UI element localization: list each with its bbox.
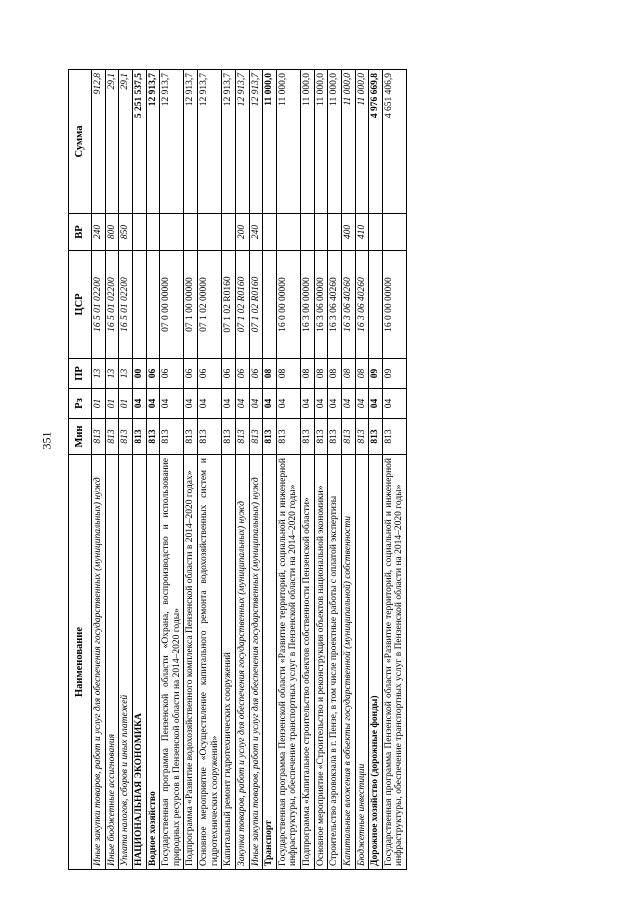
cell-sum: 12 913,7 (184, 70, 198, 214)
cell-pr: 13 (92, 359, 106, 389)
cell-csr: 16 5 01 02200 (119, 251, 133, 359)
cell-vr: 240 (249, 214, 263, 251)
cell-csr: 16 3 06 40260 (355, 251, 369, 359)
cell-pr: 08 (314, 359, 328, 389)
cell-rz: 04 (382, 389, 406, 419)
cell-csr (132, 251, 146, 359)
cell-pr: 13 (119, 359, 133, 389)
cell-min: 813 (235, 419, 249, 455)
cell-pr: 08 (276, 359, 300, 389)
cell-name: Закупка товаров, работ и услуг для обеспечения государственных (муниципальных) нужд (235, 455, 249, 870)
cell-name: Основное мероприятие «Строительство и реконструкция объектов национальной экономики» (314, 455, 328, 870)
cell-sum: 4 651 406,9 (382, 70, 406, 214)
cell-csr: 16 3 00 00000 (301, 251, 315, 359)
cell-rz: 04 (328, 389, 342, 419)
cell-rz: 01 (119, 389, 133, 419)
cell-vr (160, 214, 184, 251)
cell-min: 813 (263, 419, 277, 455)
cell-min: 813 (119, 419, 133, 455)
budget-table (68, 69, 407, 870)
cell-pr: 06 (222, 359, 236, 389)
cell-csr (146, 251, 160, 359)
cell-csr: 07 1 02 R0160 (249, 251, 263, 359)
cell-pr: 06 (160, 359, 184, 389)
cell-pr: 09 (369, 359, 383, 389)
cell-min: 813 (160, 419, 184, 455)
cell-min: 813 (301, 419, 315, 455)
header-min: Мин (69, 419, 92, 455)
cell-vr (328, 214, 342, 251)
cell-pr: 06 (235, 359, 249, 389)
cell-csr: 16 0 00 00000 (276, 251, 300, 359)
cell-rz: 04 (184, 389, 198, 419)
cell-min: 813 (146, 419, 160, 455)
cell-min: 813 (341, 419, 355, 455)
cell-name: Капитальные вложения в объекты государственной (муниципальной) собственности (341, 455, 355, 870)
cell-min: 813 (222, 419, 236, 455)
cell-pr: 06 (146, 359, 160, 389)
header-rz: Рз (69, 389, 92, 419)
header-pr: ПР (69, 359, 92, 389)
cell-vr: 400 (341, 214, 355, 251)
cell-rz: 04 (249, 389, 263, 419)
cell-sum: 12 913,7 (160, 70, 184, 214)
table-row (341, 70, 355, 870)
cell-pr: 06 (184, 359, 198, 389)
cell-csr: 16 5 01 02200 (105, 251, 119, 359)
table-row (263, 70, 277, 870)
cell-min: 813 (276, 419, 300, 455)
cell-vr (263, 214, 277, 251)
cell-sum: 12 913,7 (198, 70, 222, 214)
cell-name: Дорожное хозяйство (дорожные фонды) (369, 455, 383, 870)
cell-csr: 07 1 02 R0160 (235, 251, 249, 359)
cell-name: Транспорт (263, 455, 277, 870)
header-row (69, 70, 92, 870)
cell-csr: 16 3 06 40260 (341, 251, 355, 359)
cell-rz: 01 (105, 389, 119, 419)
cell-sum: 12 913,7 (146, 70, 160, 214)
table-row (146, 70, 160, 870)
cell-pr: 08 (263, 359, 277, 389)
cell-csr: 16 3 06 40260 (328, 251, 342, 359)
cell-name: Уплата налогов, сборов и иных платежей (119, 455, 133, 870)
table-row (369, 70, 383, 870)
table-row (382, 70, 406, 870)
cell-rz: 04 (263, 389, 277, 419)
cell-sum: 12 913,7 (235, 70, 249, 214)
cell-rz: 01 (92, 389, 106, 419)
cell-vr (132, 214, 146, 251)
cell-vr (222, 214, 236, 251)
cell-min: 813 (328, 419, 342, 455)
cell-rz: 04 (198, 389, 222, 419)
cell-vr: 200 (235, 214, 249, 251)
page-number (38, 420, 56, 460)
header-name: Наименование (69, 455, 92, 870)
cell-rz: 04 (160, 389, 184, 419)
cell-min: 813 (92, 419, 106, 455)
cell-rz: 04 (369, 389, 383, 419)
table-row (328, 70, 342, 870)
table-row (249, 70, 263, 870)
cell-min: 813 (132, 419, 146, 455)
cell-rz: 04 (276, 389, 300, 419)
cell-pr: 00 (132, 359, 146, 389)
header-csr: ЦСР (69, 251, 92, 359)
cell-name: Строительство аэровокзала в г. Пензе, в том числе проектные работы с оплатой экспертизы (328, 455, 342, 870)
table-row (235, 70, 249, 870)
cell-vr (369, 214, 383, 251)
table-row (160, 70, 184, 870)
cell-sum: 11 000,0 (276, 70, 300, 214)
cell-rz: 04 (222, 389, 236, 419)
table-row (184, 70, 198, 870)
page-number-text: 351 (39, 431, 54, 449)
cell-name: Капитальный ремонт гидротехнических сооружений (222, 455, 236, 870)
cell-vr (146, 214, 160, 251)
cell-csr: 16 5 01 02200 (92, 251, 106, 359)
cell-name: Иные бюджетные ассигнования (105, 455, 119, 870)
cell-name: Государственная программа Пензенской области «Развитие территорий, социальной и инженерной инфраструктуры, обеспечение транспортных услуг в Пензенской области на 2014–2020 годы» (382, 455, 406, 870)
cell-vr (301, 214, 315, 251)
cell-vr (184, 214, 198, 251)
cell-name: Основное мероприятие «Осуществление капитального ремонта водохозяйственных систем и гидротехнических сооружений» (198, 455, 222, 870)
cell-sum: 11 000,0 (355, 70, 369, 214)
table-row (132, 70, 146, 870)
budget-table-container (68, 70, 598, 870)
cell-name: Подпрограмма «Развитие водохозяйственного комплекса Пензенской области в 2014–2020 годах» (184, 455, 198, 870)
cell-sum: 912,8 (92, 70, 106, 214)
cell-name: Подпрограмма «Капитальное строительство объектов собственности Пензенской области» (301, 455, 315, 870)
cell-vr: 240 (92, 214, 106, 251)
cell-pr: 08 (341, 359, 355, 389)
cell-min: 813 (382, 419, 406, 455)
cell-rz: 04 (146, 389, 160, 419)
cell-pr: 08 (301, 359, 315, 389)
cell-vr (276, 214, 300, 251)
table-row (301, 70, 315, 870)
cell-csr (263, 251, 277, 359)
cell-csr: 16 3 06 00000 (314, 251, 328, 359)
cell-rz: 04 (132, 389, 146, 419)
cell-sum: 11 000,0 (301, 70, 315, 214)
cell-csr: 07 0 00 00000 (160, 251, 184, 359)
cell-min: 813 (198, 419, 222, 455)
cell-pr: 08 (355, 359, 369, 389)
cell-name: НАЦИОНАЛЬНАЯ ЭКОНОМИКА (132, 455, 146, 870)
cell-name: Бюджетные инвестиции (355, 455, 369, 870)
table-row (119, 70, 133, 870)
cell-min: 813 (355, 419, 369, 455)
cell-sum: 12 913,7 (222, 70, 236, 214)
cell-vr: 800 (105, 214, 119, 251)
cell-sum: 5 251 537,5 (132, 70, 146, 214)
cell-pr: 06 (198, 359, 222, 389)
table-row (105, 70, 119, 870)
cell-csr: 07 1 02 00000 (198, 251, 222, 359)
cell-vr (382, 214, 406, 251)
cell-csr: 07 1 02 R0160 (222, 251, 236, 359)
cell-vr (314, 214, 328, 251)
cell-sum: 11 000,0 (328, 70, 342, 214)
table-body (92, 70, 407, 870)
header-sum: Сумма (69, 70, 92, 214)
cell-sum: 29,1 (105, 70, 119, 214)
cell-min: 813 (314, 419, 328, 455)
cell-sum: 12 913,7 (249, 70, 263, 214)
table-row (355, 70, 369, 870)
cell-rz: 04 (341, 389, 355, 419)
cell-vr: 410 (355, 214, 369, 251)
cell-rz: 04 (235, 389, 249, 419)
cell-csr (369, 251, 383, 359)
cell-csr: 07 1 00 00000 (184, 251, 198, 359)
cell-pr: 09 (382, 359, 406, 389)
cell-sum: 11 000,0 (341, 70, 355, 214)
cell-sum: 11 000,0 (263, 70, 277, 214)
cell-min: 813 (369, 419, 383, 455)
cell-sum: 11 000,0 (314, 70, 328, 214)
cell-name: Иные закупки товаров, работ и услуг для обеспечения государственных (муниципальных) нужд (92, 455, 106, 870)
table-row (92, 70, 106, 870)
cell-name: Государственная программа Пензенской области «Развитие территорий, социальной и инженерной инфраструктуры, обеспечение транспортных услуг в Пензенской области на 2014–2020 годы» (276, 455, 300, 870)
cell-rz: 04 (314, 389, 328, 419)
cell-pr: 13 (105, 359, 119, 389)
cell-csr: 16 0 00 00000 (382, 251, 406, 359)
table-row (276, 70, 300, 870)
cell-rz: 04 (355, 389, 369, 419)
cell-pr: 08 (328, 359, 342, 389)
table-row (222, 70, 236, 870)
cell-min: 813 (249, 419, 263, 455)
cell-vr: 850 (119, 214, 133, 251)
cell-sum: 29,1 (119, 70, 133, 214)
table-row (314, 70, 328, 870)
table-row (198, 70, 222, 870)
cell-name: Государственная программа Пензенской области «Охрана, воспроизводство и использование природных ресурсов в Пензенской области на 2014–2020 годы» (160, 455, 184, 870)
cell-vr (198, 214, 222, 251)
header-vr: ВР (69, 214, 92, 251)
cell-min: 813 (105, 419, 119, 455)
cell-sum: 4 976 669,8 (369, 70, 383, 214)
cell-min: 813 (184, 419, 198, 455)
cell-name: Иные закупки товаров, работ и услуг для обеспечения государственных (муниципальных) нужд (249, 455, 263, 870)
cell-rz: 04 (301, 389, 315, 419)
cell-name: Водное хозяйство (146, 455, 160, 870)
cell-pr: 06 (249, 359, 263, 389)
